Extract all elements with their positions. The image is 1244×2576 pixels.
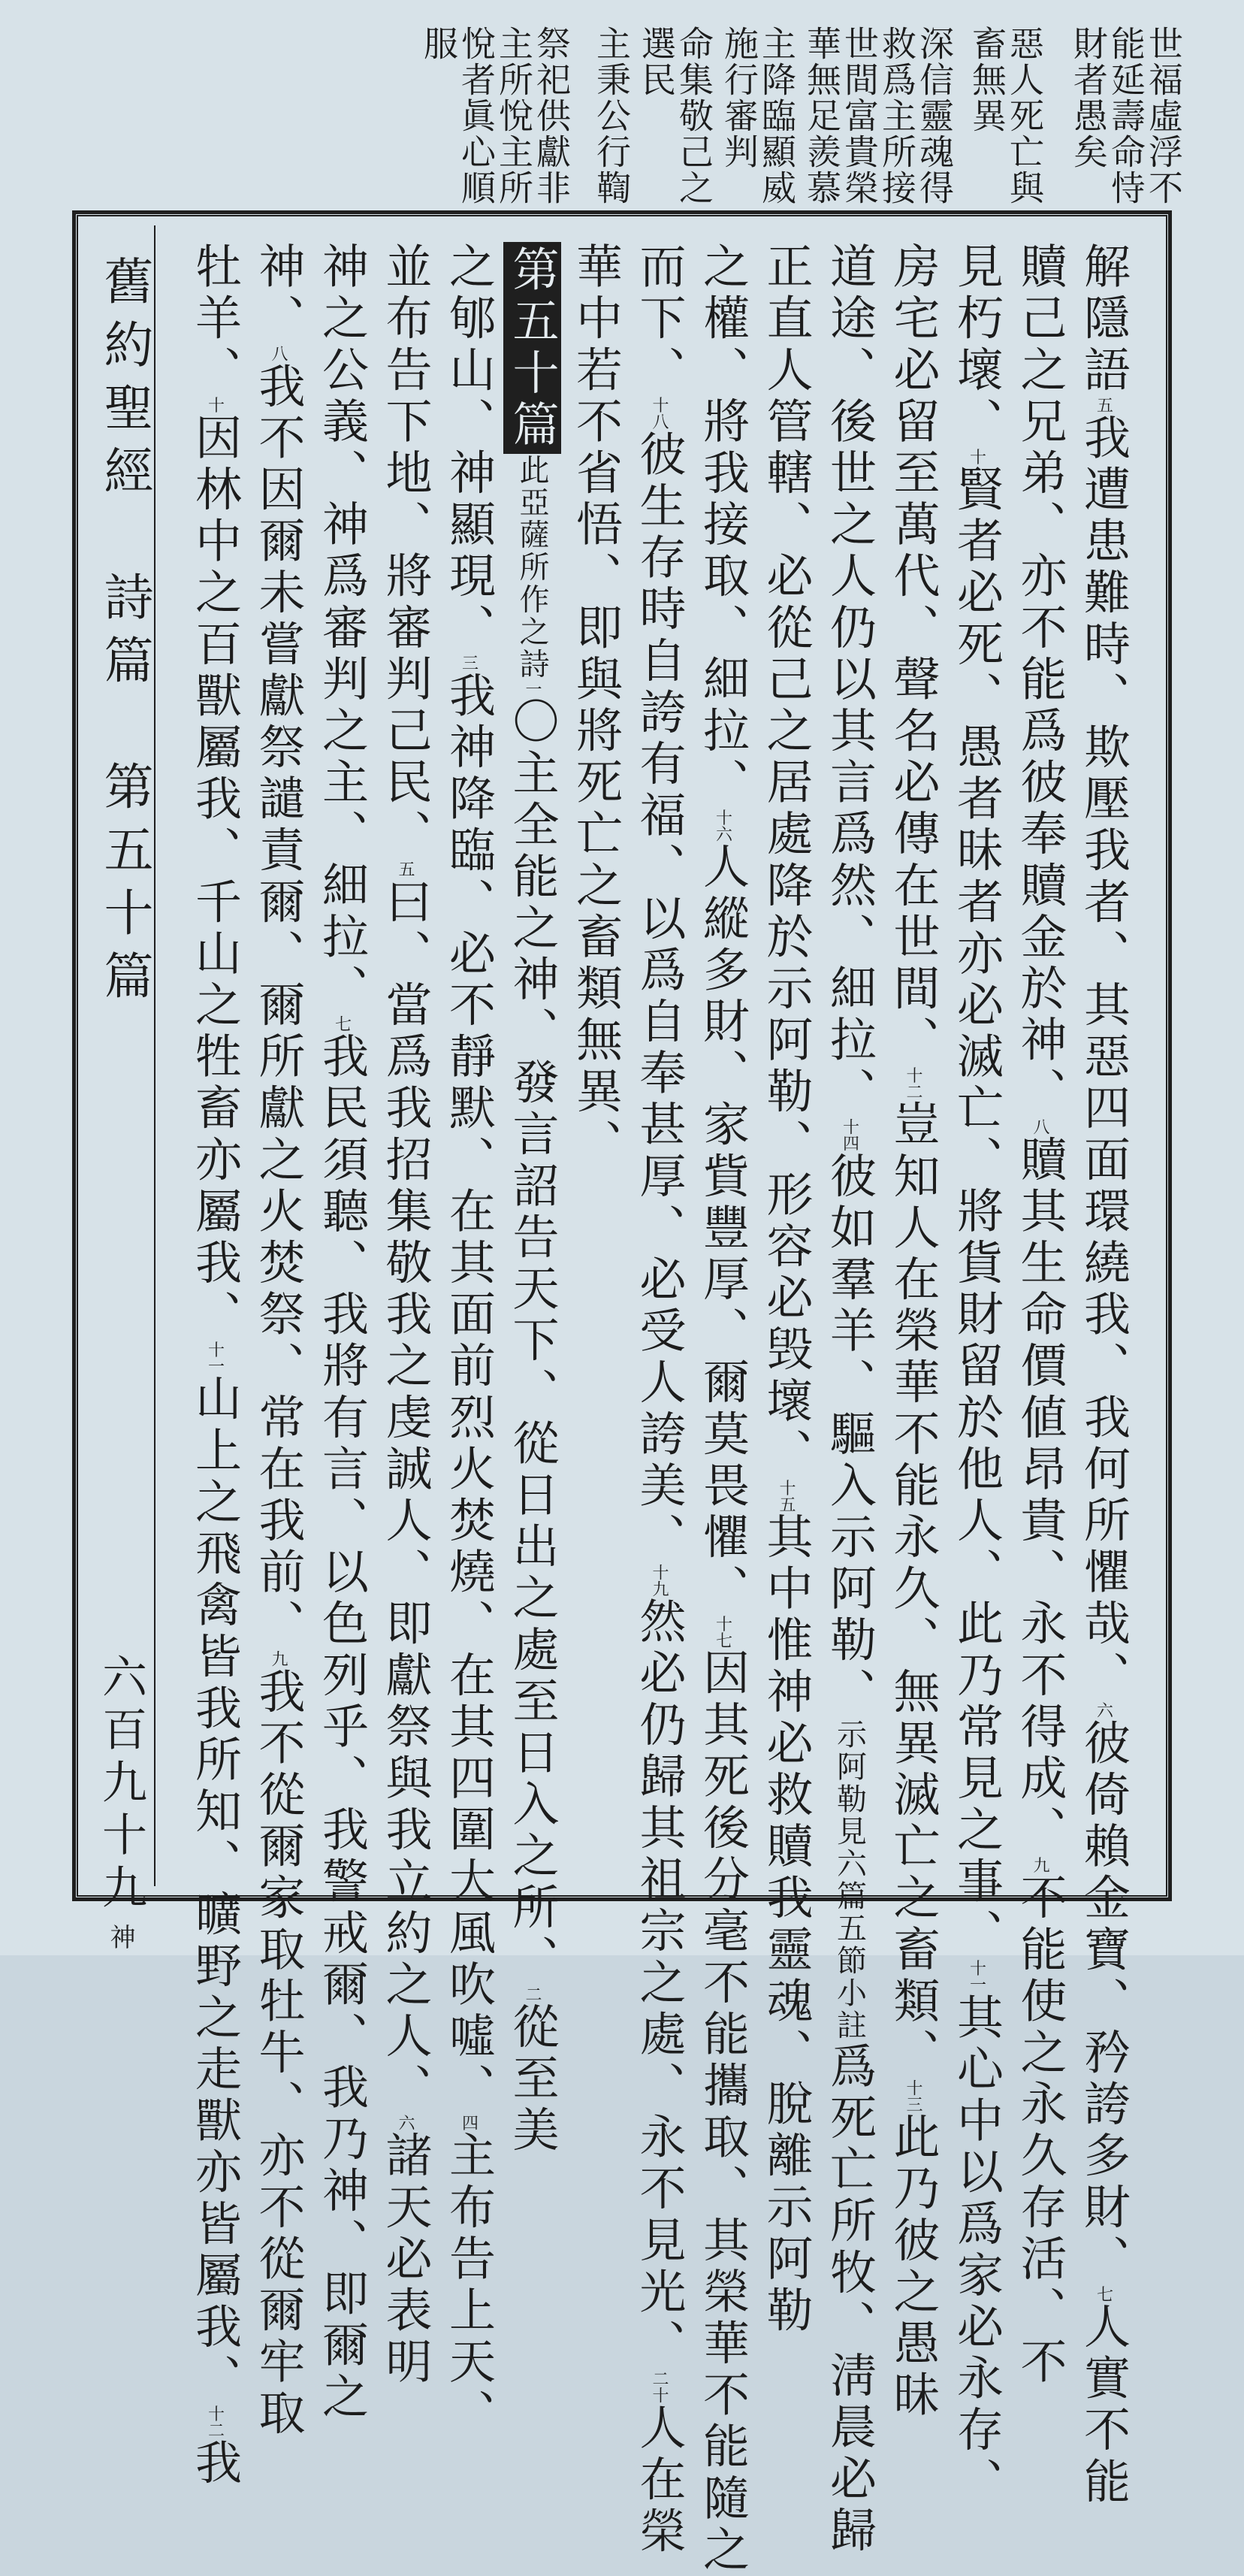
text-column xyxy=(695,242,750,2576)
psalm-heading: 第五十篇 xyxy=(503,242,561,454)
verse-text: 神、發言詔告天下、從日出之處至日入之所、 xyxy=(505,954,560,1986)
verse-text: 諸天必表明 xyxy=(378,2130,433,2389)
headnote-line: 命集敬己之 xyxy=(674,26,714,206)
verse-text: 然必仍歸其祖宗之處、永不見光、 xyxy=(632,1597,687,2371)
verse-text: 神顯現、 xyxy=(441,448,497,655)
verse-number: 八 xyxy=(269,345,288,362)
verse-number: 四 xyxy=(459,2114,479,2131)
verse-number: 十七 xyxy=(713,1615,732,1649)
verse-number: 五 xyxy=(396,860,415,878)
verse-text: 贖其生命價値昂貴、永不得成、 xyxy=(1013,1135,1067,1857)
text-column xyxy=(1076,242,1131,2508)
verse-number: 六 xyxy=(1094,1701,1113,1719)
verse-text: 牡羊、 xyxy=(187,242,243,397)
text-column xyxy=(441,242,497,2441)
verse-text: 曰、當爲我招集敬我之虔誠人、即獻祭與我立約之人、 xyxy=(378,877,433,2115)
verse-number: 九 xyxy=(269,1650,288,1667)
verse-text: 我 xyxy=(187,2438,243,2490)
verse-text: 其心中以爲家必永存、 xyxy=(949,1992,1004,2508)
verse-number: 二 xyxy=(523,1985,542,2003)
scripture-text xyxy=(154,225,1157,2576)
text-column xyxy=(886,242,941,2422)
verse-number: 七 xyxy=(332,1015,352,1032)
verse-text: 爲死亡所牧、淸晨必歸 xyxy=(822,2041,877,2557)
verse-text: 之郇山、 xyxy=(441,242,497,449)
verse-text: 不能使之永久存活、不 xyxy=(1013,1873,1067,2389)
headnote-line: 能延壽命恃 xyxy=(1106,26,1146,206)
headnote-line: 主降臨顯威 xyxy=(756,26,797,206)
verse-number: 十九 xyxy=(650,1564,669,1598)
text-column xyxy=(759,242,814,2338)
verse-number: 六 xyxy=(396,2114,415,2131)
verse-number: 十三 xyxy=(904,2079,922,2113)
headnote-line: 世福虛浮不 xyxy=(1143,26,1184,206)
verse-text: 〇主全能之 xyxy=(505,697,560,955)
text-column xyxy=(632,242,687,2558)
text-column xyxy=(505,242,560,2157)
running-head xyxy=(83,225,153,1949)
headnote-line: 華無足羨慕 xyxy=(802,26,842,206)
verse-number: 三 xyxy=(459,654,479,671)
verse-text: 賢者必死、愚者昧者亦必滅亡、將貨財留於他人、此乃常見之事、 xyxy=(949,464,1004,1960)
verse-number: 十 xyxy=(205,396,225,413)
verse-number: 十二 xyxy=(205,2405,225,2438)
text-column xyxy=(568,242,624,1170)
verse-text: 神爲審判之主、細拉、 xyxy=(314,500,370,1015)
verse-text: 房宅必留至萬代、聲名必傳在世間、 xyxy=(886,242,941,1067)
verse-text: 並布告下地、將審判己民、 xyxy=(378,242,433,861)
verse-number: 十四 xyxy=(840,1118,859,1152)
verse-text: 人在榮 xyxy=(632,2403,687,2558)
headnote-line: 世間富貴榮 xyxy=(839,26,880,206)
text-column xyxy=(1013,242,1067,2389)
headnote-line: 主秉公行鞫 xyxy=(591,26,632,206)
running-head-title: 舊約聖經 詩篇 第五十篇 xyxy=(95,255,153,1013)
verse-text: 此乃彼之愚昧 xyxy=(886,2112,941,2422)
verse-text: 從至美 xyxy=(505,2002,560,2157)
verse-text: 之權、將我接取、細拉、 xyxy=(695,242,750,809)
verse-text: 神、即爾之 xyxy=(314,2166,370,2424)
verse-text: 彼倚賴金寶、矜誇多財、 xyxy=(1076,1718,1131,2286)
text-column xyxy=(822,242,877,2557)
verse-text: 其中惟 xyxy=(759,1512,814,1667)
verse-text: 我不因爾未嘗獻祭譴責爾、爾所獻之火焚祭、常在我前、 xyxy=(251,361,306,1651)
headnote-line: 祭祀供獻非 xyxy=(531,26,572,206)
verse-number: 一 xyxy=(523,680,542,697)
verse-text: 解隱語 xyxy=(1076,242,1131,397)
verse-text: 華中若不省悟、即與將死亡之畜類無異、 xyxy=(568,242,624,1170)
text-column xyxy=(378,242,433,2389)
verse-text: 豈知人在榮華不能永久、無異滅亡之畜類、 xyxy=(886,1099,941,2080)
verse-number: 十一 xyxy=(967,1959,986,1993)
verse-text: 人縱多財、家貲豐厚、爾莫畏懼、 xyxy=(695,842,750,1616)
text-column xyxy=(314,242,370,2424)
verse-text: 神之公義、 xyxy=(314,242,370,500)
verse-text: 神、 xyxy=(251,242,306,346)
verse-text: 因其死後分毫不能攜取、其榮華不能隨之 xyxy=(695,1648,750,2576)
headnote-line: 悅者眞心順 xyxy=(456,26,497,206)
verse-number: 九 xyxy=(1031,1856,1049,1873)
headnote-line: 救爲主所接 xyxy=(877,26,917,206)
verse-number: 十五 xyxy=(777,1479,796,1513)
verse-text: 見朽壞、 xyxy=(949,242,1004,449)
headnote-line: 主所悅主所 xyxy=(494,26,534,206)
headnote-line: 服 xyxy=(418,26,459,62)
verse-number: 二十 xyxy=(650,2370,669,2404)
verse-text: 神、 xyxy=(1013,1015,1067,1119)
verse-number: 十一 xyxy=(205,1341,225,1374)
verse-text: 正直人管轄、必從己之居處降於示阿勒、形容必毁壞、 xyxy=(759,242,814,1480)
headnote-line: 財者愚矣 xyxy=(1068,26,1109,170)
text-column xyxy=(949,242,1004,2508)
catchword: 神 xyxy=(105,1924,135,1949)
verse-number: 十六 xyxy=(713,809,732,842)
verse-text: 而下、 xyxy=(632,242,687,397)
headnote-line: 畜無異 xyxy=(967,26,1007,134)
text-column xyxy=(187,242,243,2490)
headnote-line: 深信靈魂得 xyxy=(914,26,955,206)
page-number: 六百九十九 xyxy=(95,1653,147,1916)
text-column xyxy=(251,242,306,2441)
verse-number: 七 xyxy=(1094,2285,1113,2302)
verse-text: 彼生存時自誇有福、以爲自奉甚厚、必受人誇美、 xyxy=(632,429,687,1565)
verse-text: 我民須聽、我將有言、以色列乎、我警戒爾、我乃 xyxy=(314,1032,370,2166)
headnote-line: 施行審判 xyxy=(719,26,759,170)
verse-text: 山上之飛禽皆我所知、曠野之走獸亦皆屬我、 xyxy=(187,1374,243,2405)
verse-number: 八 xyxy=(1031,1118,1049,1135)
verse-text: 彼如羣羊、驅入示阿勒、 xyxy=(822,1151,877,1719)
verse-text: 主布告上天、 xyxy=(441,2130,497,2441)
small-note: 此亞薩所作之詩 xyxy=(515,454,549,681)
verse-text: 神降臨、必不靜默、在其面前烈火焚燒、在其四圍大風吹噓、 xyxy=(441,722,497,2115)
headnote-line: 選民 xyxy=(636,26,677,98)
verse-text: 人實不能 xyxy=(1076,2302,1131,2508)
verse-text: 因林中之百獸屬我、千山之牲畜亦屬我、 xyxy=(187,413,243,1341)
verse-text: 贖己之兄弟、亦不能爲彼奉贖金於 xyxy=(1013,242,1067,1015)
verse-number: 十八 xyxy=(650,396,669,430)
verse-text: 神必救贖我靈魂、脫離示阿勒 xyxy=(759,1667,814,2338)
headnote-line: 惡人死亡與 xyxy=(1004,26,1045,206)
headnotes xyxy=(135,26,1184,206)
verse-number: 五 xyxy=(1094,396,1113,413)
verse-text: 我遭患難時、欺壓我者、其惡四面環繞我、我何所懼哉、 xyxy=(1076,413,1131,1702)
verse-number: 十二 xyxy=(904,1066,922,1100)
small-note: 示阿勒見六篇五節小註 xyxy=(832,1718,867,2042)
verse-number: 十 xyxy=(967,448,986,465)
verse-text: 我不從爾家取牡牛、亦不從爾牢取 xyxy=(251,1667,306,2441)
verse-text: 我 xyxy=(441,670,497,723)
verse-text: 道途、後世之人仍以其言爲然、細拉、 xyxy=(822,242,877,1119)
